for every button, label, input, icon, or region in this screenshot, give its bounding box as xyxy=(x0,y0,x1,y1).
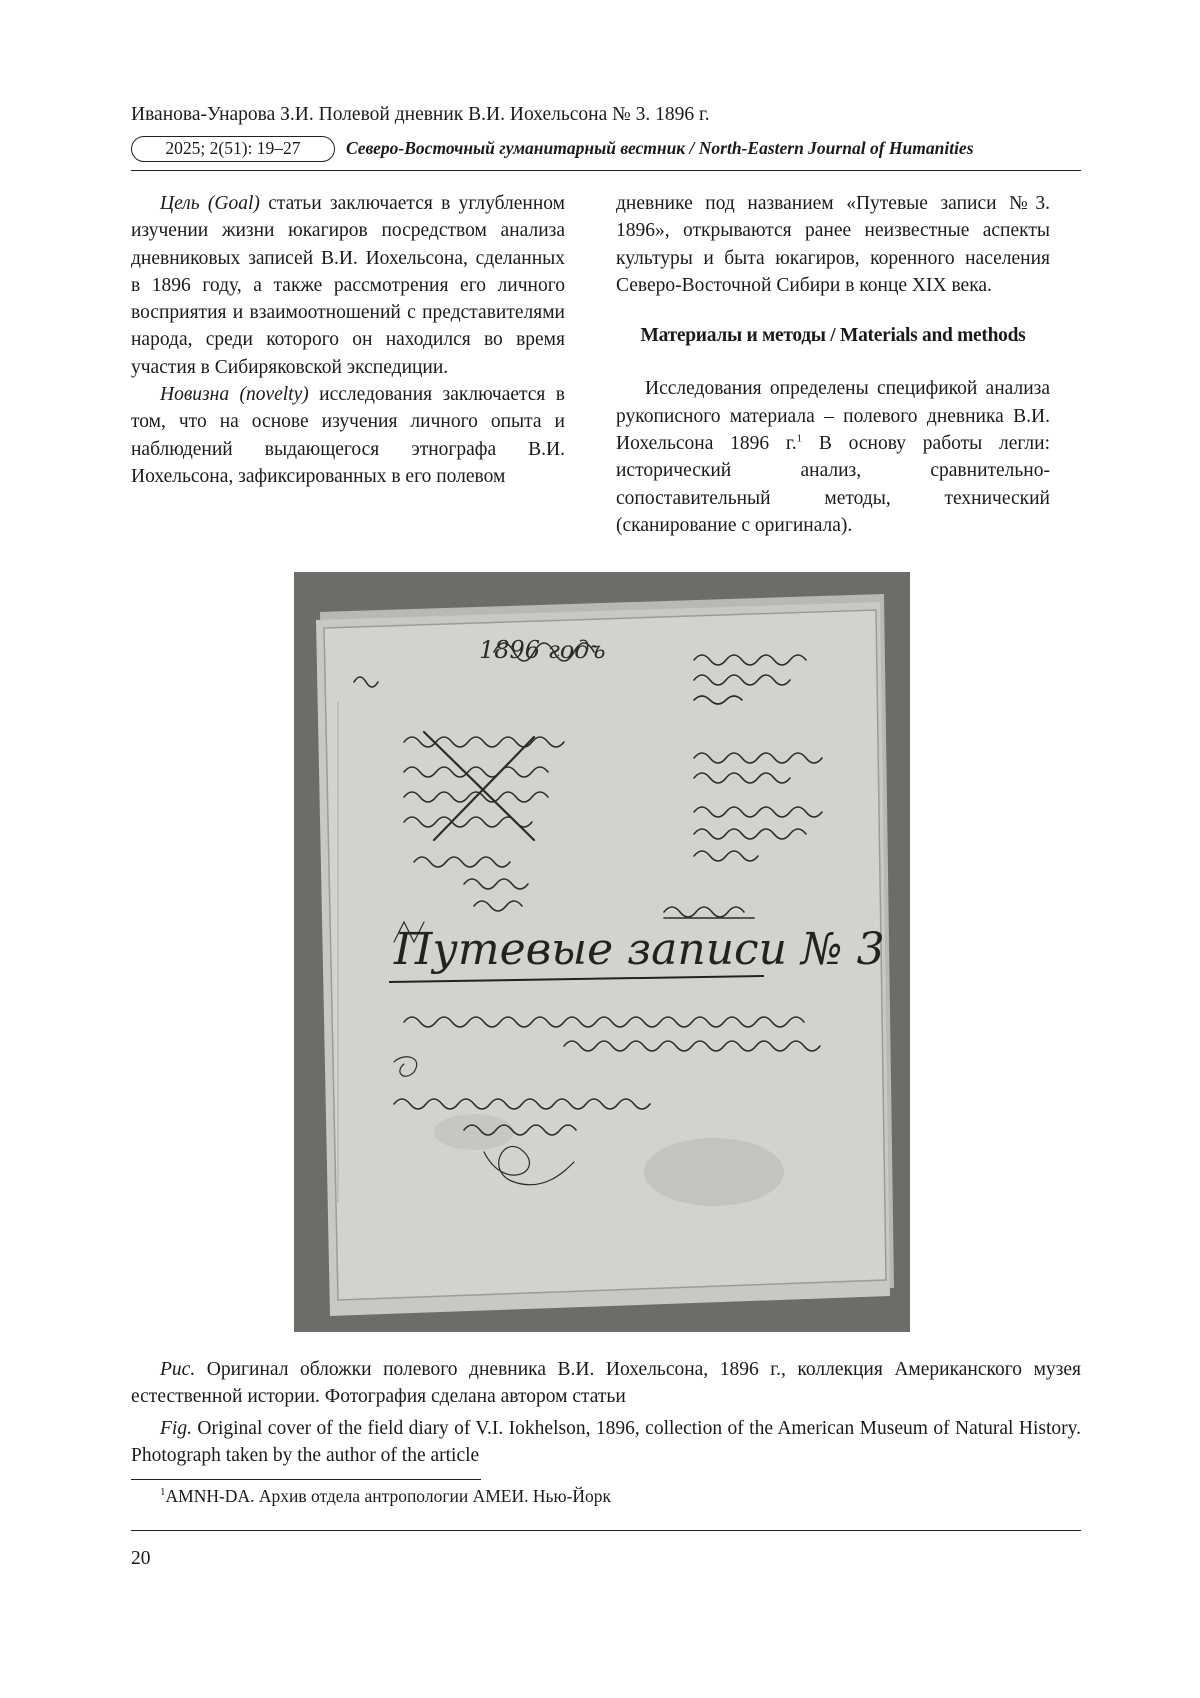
footnote xyxy=(131,1486,611,1507)
methods-paragraph xyxy=(616,375,1050,539)
diary-photo-illustration xyxy=(294,572,910,1332)
caption-ru xyxy=(131,1356,1081,1410)
manuscript-year: 1896 годъ xyxy=(479,636,606,664)
goal-paragraph xyxy=(131,190,565,381)
novelty-paragraph xyxy=(131,381,565,490)
left-column xyxy=(131,190,565,490)
methods-text-1: Исследования определены спецификой анализа рукописного материала – полевого дневника В.И. Иохельсона 1896 г. xyxy=(616,378,1050,455)
journal-line xyxy=(131,134,1081,166)
right-column xyxy=(616,190,1050,539)
section-heading: Материалы и методы / Materials and methods xyxy=(640,325,1026,347)
novelty-label: Новизна (novelty) xyxy=(160,384,309,406)
footnote-mark: 1 xyxy=(160,1486,166,1499)
manuscript-title: Путевые записи № 3 xyxy=(394,924,885,975)
novelty-continuation: дневнике под названием «Путевые записи №3. 1896», открываются ранее неизвестные аспекты культуры и быта юкагиров, коренного населения Северо-Восточной Сибири в конце XIX века. xyxy=(616,193,1050,296)
footnote-text: AMNH-DA. Архив отдела антропологии АМЕИ. Нью-Йорк xyxy=(165,1486,612,1506)
caption-ru-text: Оригинал обложки полевого дневника В.И. Иохельсона, 1896 г., коллекция Американского музея естественной истории. Фотография сделана автором статьи xyxy=(131,1359,1081,1407)
caption-en xyxy=(131,1415,1081,1469)
footnote-ref[interactable]: 1 xyxy=(796,432,803,445)
methods-text-2: В основу работы легли: исторический анализ, сравнительно-сопоставительный методы, технический (сканирование с оригинала). xyxy=(616,433,1050,536)
page-number: 20 xyxy=(131,1548,151,1569)
caption-en-label: Fig. xyxy=(160,1418,192,1439)
running-title: Иванова-Унарова З.И. Полевой дневник В.И. Иохельсона № 3. 1896 г. xyxy=(131,104,710,125)
footnote-rule xyxy=(131,1479,481,1480)
header-rule xyxy=(131,170,1081,171)
journal-title: Северо-Восточный гуманитарный вестник / North-Eastern Journal of Humanities xyxy=(346,138,974,158)
goal-label: Цель (Goal) xyxy=(160,193,260,214)
caption-ru-label: Рис. xyxy=(160,1359,196,1380)
goal-text: статьи заключается в углубленном изучении жизни юкагиров посредством анализа дневниковых записей В.И. Иохельсона, сделанных в 1896 году, а также рассмотрения его личного восприятия и взаимоотношений с представителями народа, среди которого он находился во время участия в Сибиряковской экспедиции. xyxy=(131,193,566,378)
novelty-text: исследования заключается в том, что на основе изучения личного опыта и наблюдений выдающегося этнографа В.И. Иохельсона, зафиксированных в его полевом xyxy=(131,384,565,487)
diary-cover-photo xyxy=(294,572,910,1332)
footer-rule xyxy=(131,1530,1081,1531)
caption-en-text: Original cover of the field diary of V.I. Iokhelson, 1896, collection of the American Museum of Natural History. Photograph taken by the author of the article xyxy=(131,1418,1081,1466)
issue-badge: 2025; 2(51): 19–27 xyxy=(131,136,335,162)
